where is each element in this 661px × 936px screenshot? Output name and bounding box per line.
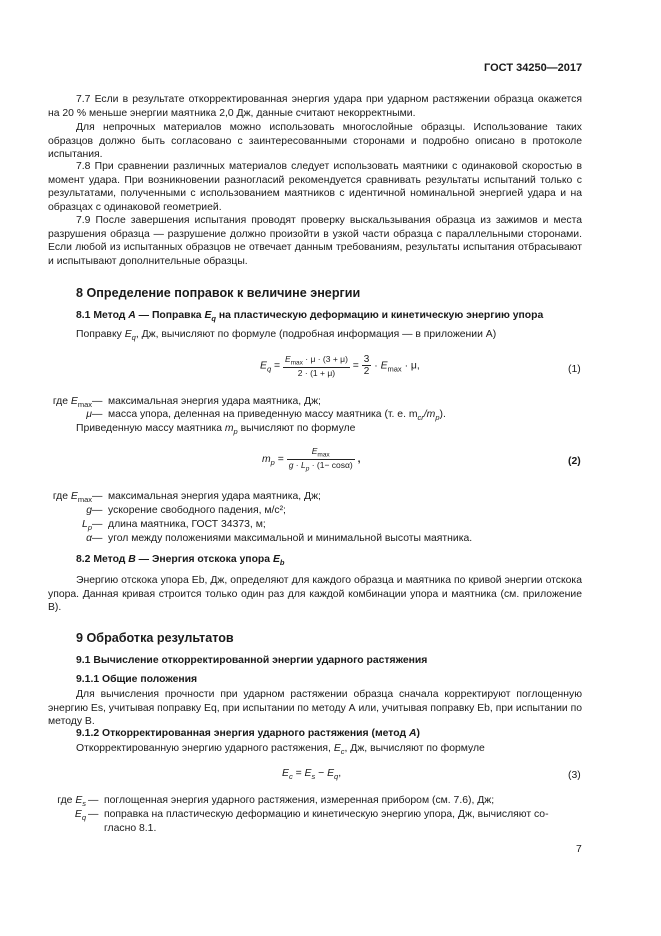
equation-2: $m_p$ = $\frac{E_{max}}{g \cdot L_p \cdot (1- \cos\alpha)}$ , [262, 446, 361, 473]
definition-g: g — ускорение свободного падения, м/с²; [86, 505, 286, 516]
definition-eq: $E_q$ — поправка на пластическую деформацию и кинетическую энергию упора, Дж, вычисляют со- [74, 809, 549, 823]
paragraph-7-7-layered: Для непрочных материалов можно использовать многослойные образцы. Использование таких образцов должно быть согласовано с заинтересованными сторонами и подробно описано в протоколе испытания. [48, 122, 582, 161]
section-9-title: 9 Обработка результатов [76, 631, 234, 645]
paragraph-7-9: 7.9 После завершения испытания проводят проверку выскальзывания образца из зажимов и места разрушения образца — разрушение должно произойти в узкой части образца с параллельными сторонами. Если любой из испытанных образцов не отвечает данным требованиям, результаты испытания отбрасывают и испытывают дополнительные образцы. [48, 215, 582, 267]
paragraph-8-2: Энергию отскока упора Eb, Дж, определяют для каждого образца и маятника по кривой энергии отскока упора. Данная кривая строится только один раз для каждой комбинации упора и маятника (см. приложение В). [48, 575, 582, 614]
paragraph-reduced-mass: Приведенную массу маятника $m_p$ вычисляют по формуле [76, 423, 356, 437]
definition-eq-continued: гласно 8.1. [104, 823, 157, 834]
equation-3-number: (3) [568, 770, 581, 781]
paragraph-7-8: 7.8 При сравнении различных материалов следует использовать маятники с одинаковой скоростью в момент удара. При возникновении разногласий рекомендуется сравнивать результаты испытаний только с результатами, полученными с использованием маятников с идентичной номинальной энергией удара и на образцах с одинаковой геометрией. [48, 161, 582, 213]
paragraph-8-1-intro: Поправку $E_q$, Дж, вычисляют по формуле (подробная информация — в приложении А) [76, 329, 497, 343]
section-8-title: 8 Определение поправок к величине энергии [76, 286, 361, 300]
paragraph-7-7: 7.7 Если в результате откорректированная энергия удара при ударном растяжении образца окажется на 20 % меньше энергии маятника 2,0 Дж, данные считают некорректными. [48, 94, 582, 119]
definition-lp: $L_p$ — длина маятника, ГОСТ 34373, м; [82, 519, 266, 533]
equation-1-number: (1) [568, 364, 581, 375]
definition-emax: где $E_{max}$ — максимальная энергия удара маятника, Дж; [52, 396, 321, 410]
section-9-1-1-title: 9.1.1 Общие положения [76, 674, 198, 685]
equation-1: $E_q$ = $\frac{E_{max} \cdot \mu \cdot (3 + \mu)}{2 \cdot (1 + \mu)}$ = $\frac{3}{2}$ · $E_{max} \cdot \mu$, [260, 354, 420, 378]
section-8-1-title: 8.1 Метод А — Поправка $E_q$ на пластическую деформацию и кинетическую энергию упора [76, 310, 544, 324]
section-9-1-title: 9.1 Вычисление откорректированной энергии ударного растяжения [76, 655, 428, 666]
definition-es: где $E_s$ — поглощенная энергия ударного растяжения, измеренная прибором (см. 7.6), Дж; [57, 795, 495, 809]
equation-2-number: (2) [568, 456, 581, 467]
definition-alpha: α — угол между положениями максимальной и минимальной высоты маятника. [86, 533, 473, 544]
section-9-1-2-title: 9.1.2 Откорректированная энергия ударного растяжения (метод А) [76, 728, 420, 739]
paragraph-9-1-2: Откорректированную энергию ударного растяжения, $E_c$, Дж, вычисляют по формуле [76, 743, 485, 757]
section-8-2-title: 8.2 Метод В — Энергия отскока упора $E_b$ [76, 554, 285, 568]
equation-3: $E_c = E_s - E_q$, [282, 768, 342, 782]
paragraph-9-1-1: Для вычисления прочности при ударном растяжении образца сначала корректируют поглощенную энергию Es, учитывая поправку Eq, при испытании по методу А или, учитывая поправку Eb, при испытании по методу В. [48, 689, 582, 728]
document-code: ГОСТ 34250—2017 [484, 62, 583, 74]
definition-emax-2: где $E_{max}$ — максимальная энергия удара маятника, Дж; [52, 491, 321, 505]
page-number: 7 [576, 844, 582, 855]
definition-mu: μ — масса упора, деленная на приведенную массу маятника (т. е. $m_{cr}/m_p$). [86, 409, 446, 423]
